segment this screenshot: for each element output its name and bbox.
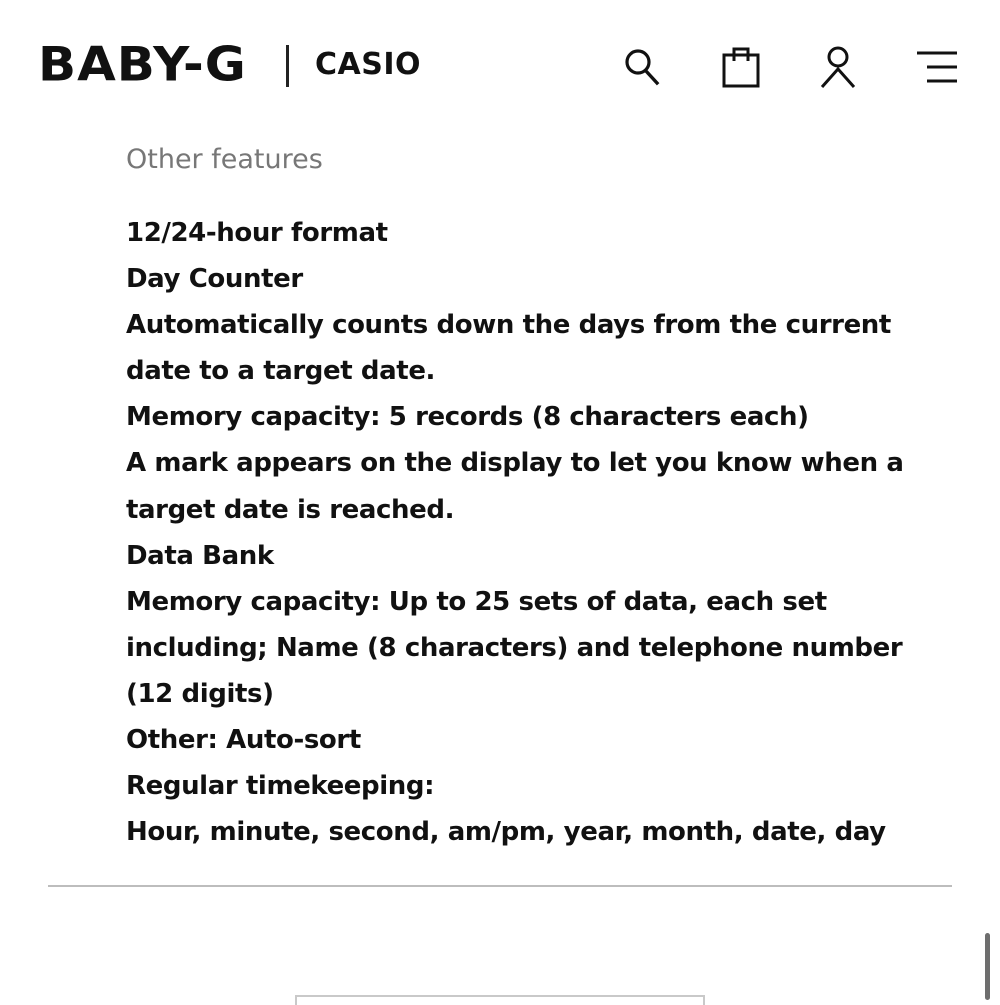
section-heading: Other features [126,144,323,175]
logo-divider [286,45,289,87]
search-icon[interactable] [615,40,669,94]
baby-g-logo[interactable]: BABY-G [38,36,247,93]
feature-line: Day Counter [126,264,303,295]
feature-line: 12/24-hour format [126,218,388,248]
other-features-section [126,140,904,855]
feature-line: Data Bank [126,540,274,571]
feature-line: Memory capacity: 5 records (8 characters each) [126,402,809,433]
feature-line: Memory capacity: Up to 25 sets of data, each set [126,586,827,617]
feature-line: A mark appears on the display to let you know when a [126,448,904,479]
shopping-bag-icon[interactable] [714,40,768,94]
casio-logo[interactable]: CASIO [315,47,422,82]
feature-line: including; Name (8 characters) and telephone number [126,632,903,663]
hamburger-menu-icon[interactable] [910,40,964,94]
feature-line: date to a target date. [126,356,436,387]
scrollbar-thumb[interactable] [985,933,990,1000]
feature-line: Regular timekeeping: [126,771,435,802]
feature-line: Hour, minute, second, am/pm, year, month, date, day [126,817,886,848]
section-divider [48,885,952,887]
feature-line: Automatically counts down the days from the current [126,310,891,341]
feature-list [126,210,904,855]
bottom-button-partial[interactable] [295,995,705,1005]
user-icon[interactable] [811,40,865,94]
site-header [0,0,1000,135]
feature-line: target date is reached. [126,494,455,525]
feature-line: Other: Auto-sort [126,725,361,756]
feature-line: (12 digits) [126,678,274,709]
